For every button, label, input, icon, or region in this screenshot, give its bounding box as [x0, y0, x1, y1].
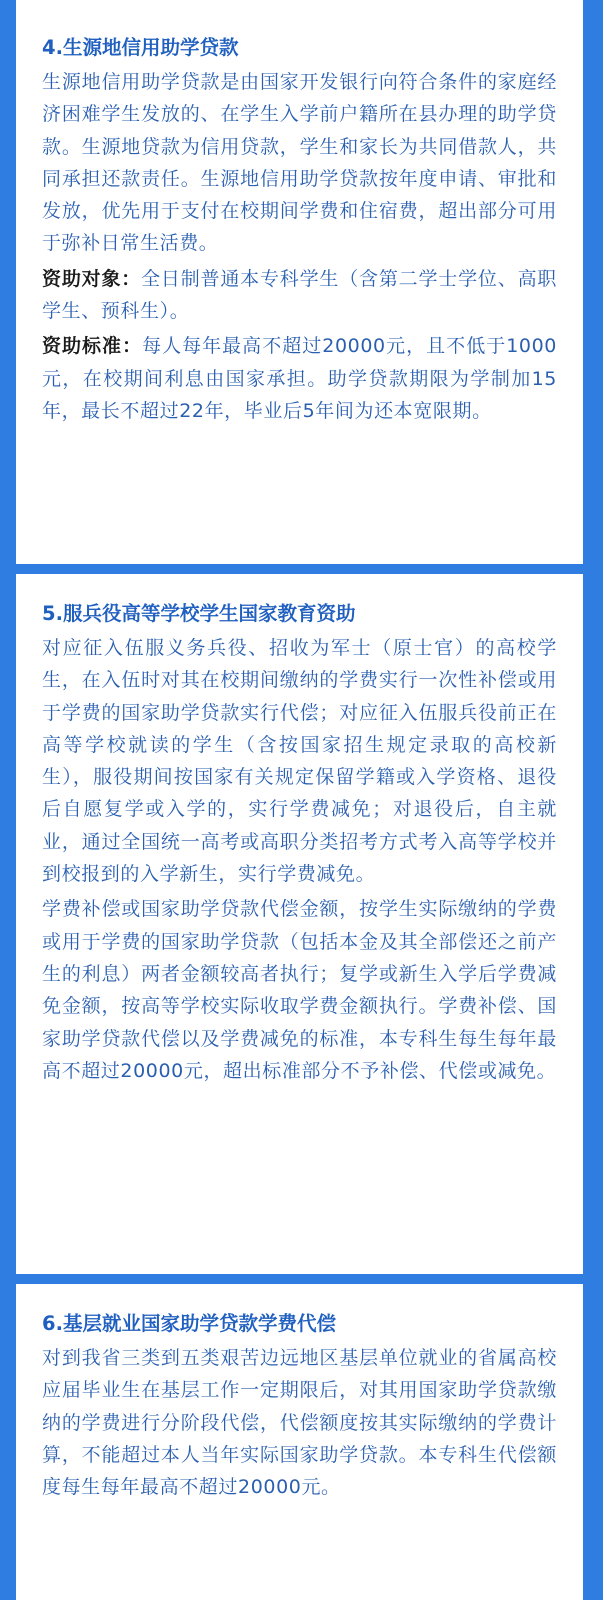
section-6-body: 对到我省三类到五类艰苦边远地区基层单位就业的省属高校应届毕业生在基层工作一定期限后，对其用国家助学贷款缴纳的学费进行分阶段代偿，代偿额度按其实际缴纳的学费计算，不能超过本人当年实际国家助学贷款。本专科生代偿额度每生每年最高不超过20000元。 [42, 1347, 557, 1499]
section-4-standard [42, 330, 557, 427]
section-4-card [16, 0, 583, 564]
standard-text: 每人每年最高不超过20000元，且不低于1000元，在校期间利息由国家承担。助学贷款期限为学制加15年，最长不超过22年，毕业后5年间为还本宽限期。 [42, 335, 557, 422]
section-5-body-2: 学费补偿或国家助学贷款代偿金额，按学生实际缴纳的学费或用于学费的国家助学贷款（包括本金及其全部偿还之前产生的利息）两者金额较高者执行；复学或新生入学后学费减免金额，按高等学校实际收取学费金额执行。学费补偿、国家助学贷款代偿以及学费减免的标准，本专科生每生每年最高不超过20000元，超出标准部分不予补偿、代偿或减免。 [42, 898, 557, 1082]
section-4-title: 4.生源地信用助学贷款 [42, 36, 239, 59]
section-6-card [16, 1284, 583, 1600]
divider-2 [16, 1274, 583, 1284]
target-label: 资助对象： [42, 267, 142, 290]
section-5-card [16, 574, 583, 1274]
section-4-body: 生源地信用助学贷款是由国家开发银行向符合条件的家庭经济困难学生发放的、在学生入学前户籍所在县办理的助学贷款。生源地贷款为信用贷款，学生和家长为共同借款人，共同承担还款责任。生源地信用助学贷款按年度申请、审批和发放，优先用于支付在校期间学费和住宿费，超出部分可用于弥补日常生活费。 [42, 71, 557, 255]
target-text: 全日制普通本专科学生（含第二学士学位、高职学生、预科生）。 [42, 267, 557, 323]
section-6-title: 6.基层就业国家助学贷款学费代偿 [42, 1312, 336, 1335]
left-border [0, 0, 16, 1600]
section-5-title: 5.服兵役高等学校学生国家教育资助 [42, 602, 356, 625]
standard-label: 资助标准： [42, 335, 143, 358]
divider-1 [16, 564, 583, 574]
section-4-target [42, 263, 557, 328]
section-5-body-1: 对应征入伍服义务兵役、招收为军士（原士官）的高校学生，在入伍时对其在校期间缴纳的学费实行一次性补偿或用于学费的国家助学贷款实行代偿；对应征入伍服兵役前正在高等学校就读的学生（含按国家招生规定录取的高校新生），服役期间按国家有关规定保留学籍或入学资格、退役后自愿复学或入学的，实行学费减免；对退役后，自主就业，通过全国统一高考或高职分类招考方式考入高等学校并到校报到的入学新生，实行学费减免。 [42, 637, 557, 886]
